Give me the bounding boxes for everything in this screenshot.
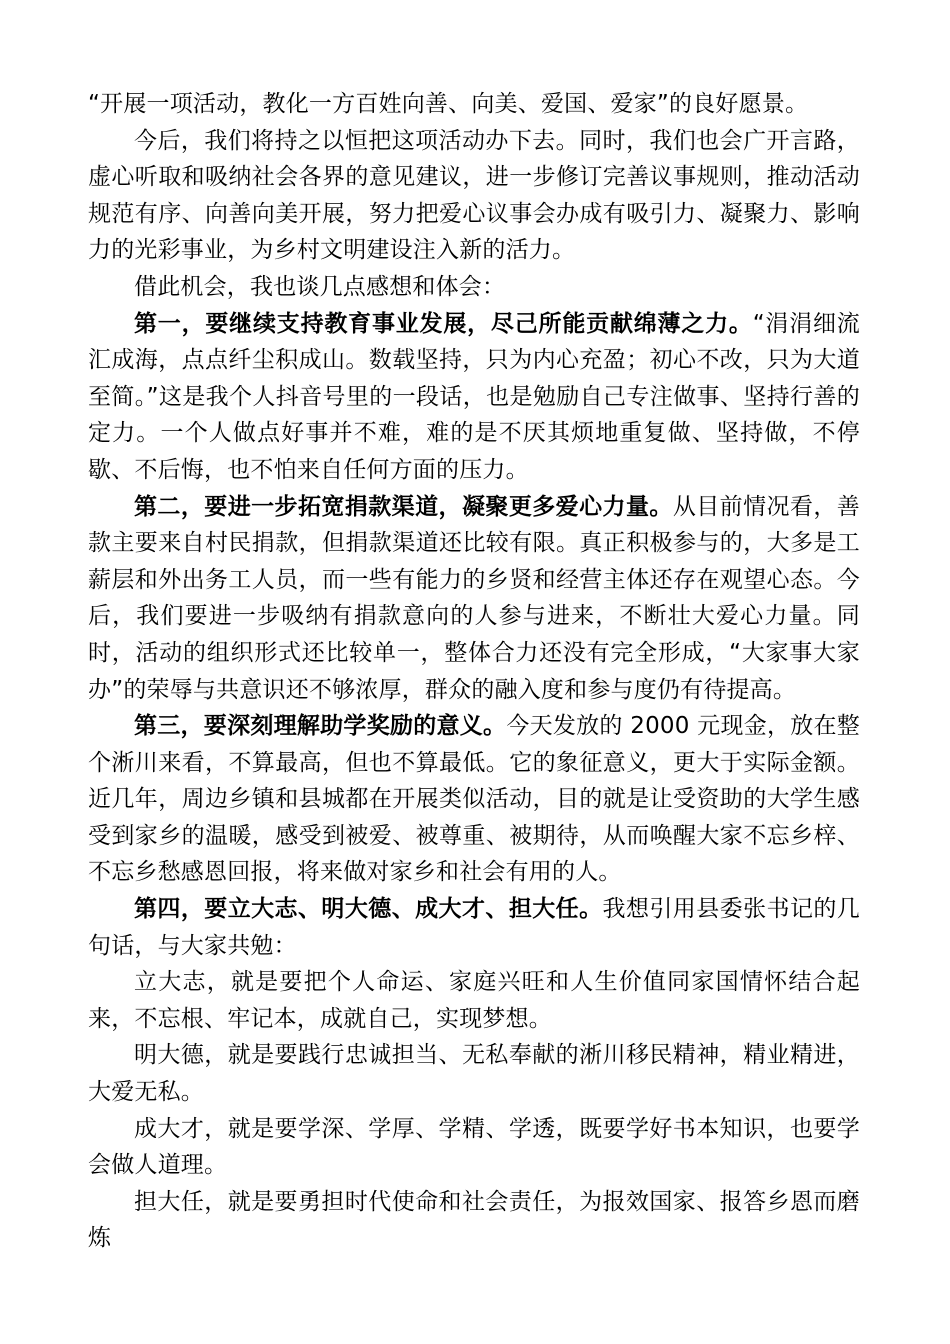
paragraph-text: 成大才，就是要学深、学厚、学精、学透，既要学好书本知识，也要学会做人道理。 xyxy=(88,1115,860,1179)
paragraph-text: 今后，我们将持之以恒把这项活动办下去。同时，我们也会广开言路，虚心听取和吸纳社会各界的意见建议，进一步修订完善议事规则，推动活动规范有序、向善向美开展，努力把爱心议事会办成有吸引力、凝聚力、影响力的光彩事业，为乡村文明建设注入新的活力。 xyxy=(88,127,860,264)
paragraph-text: 今天发放的 2000 元现金，放在整个淅川来看，不算最高，但也不算最低。它的象征意义，更大于实际金额。近几年，周边乡镇和县城都在开展类似活动，目的就是让受资助的大学生感受到家乡的温暖，感受到被爱、被尊重、被期待，从而唤醒大家不忘乡梓、不忘乡愁感恩回报，将来做对家乡和社会有用的人。 xyxy=(88,713,860,886)
paragraph-9 xyxy=(88,1037,860,1110)
paragraph-text: 借此机会，我也谈几点感想和体会： xyxy=(134,273,506,300)
document-page xyxy=(88,86,860,1257)
paragraph-4 xyxy=(88,306,860,489)
paragraph-text: 立大志，就是要把个人命运、家庭兴旺和人生价值同家国情怀结合起来，不忘根、牢记本，成就自己，实现梦想。 xyxy=(88,969,860,1032)
paragraph-2 xyxy=(88,123,860,269)
paragraph-text: 担大任，就是要勇担时代使命和社会责任，为报效国家、报答乡恩而磨炼 xyxy=(88,1188,860,1252)
paragraph-text: “涓涓细流汇成海，点点纤尘积成山。数载坚持，只为内心充盈；初心不改，只为大道至简。”这是我个人抖音号里的一段话，也是勉励自己专注做事、坚持行善的定力。一个人做点好事并不难，难的是不厌其烦地重复做、坚持做，不停歇、不后悔，也不怕来自任何方面的压力。 xyxy=(88,310,861,483)
paragraph-text: 我想引用县委张书记的几句话，与大家共勉： xyxy=(88,896,860,959)
paragraph-7 xyxy=(88,891,860,964)
paragraph-3 xyxy=(88,269,860,306)
paragraph-text: 明大德，就是要践行忠诚担当、无私奉献的淅川移民精神，精业精进，大爱无私。 xyxy=(88,1042,860,1106)
paragraph-10 xyxy=(88,1111,860,1184)
paragraph-11 xyxy=(88,1184,860,1257)
point-heading-3: 第三，要深刻理解助学奖励的意义。 xyxy=(134,713,507,740)
point-heading-1: 第一，要继续支持教育事业发展，尽己所能贡献绵薄之力。 xyxy=(134,310,753,337)
paragraph-5 xyxy=(88,489,860,709)
point-heading-4: 第四，要立大志、明大德、成大才、担大任。 xyxy=(134,896,603,923)
paragraph-text: 从目前情况看，善款主要来自村民捐款，但捐款渠道还比较有限。真正积极参与的，大多是工薪层和外出务工人员，而一些有能力的乡贤和经营主体还存在观望心态。今后，我们要进一步吸纳有捐款意向的人参与进来，不断壮大爱心力量。同时，活动的组织形式还比较单一，整体合力还没有完全形成，“大家事大家办”的荣辱与共意识还不够浓厚，群众的融入度和参与度仍有待提高。 xyxy=(88,493,860,703)
paragraph-8 xyxy=(88,964,860,1037)
point-heading-2: 第二，要进一步拓宽捐款渠道，凝聚更多爱心力量。 xyxy=(134,493,673,520)
paragraph-6 xyxy=(88,708,860,891)
paragraph-1 xyxy=(88,86,860,123)
paragraph-text: “开展一项活动，教化一方百姓向善、向美、爱国、爱家”的良好愿景。 xyxy=(88,91,809,117)
